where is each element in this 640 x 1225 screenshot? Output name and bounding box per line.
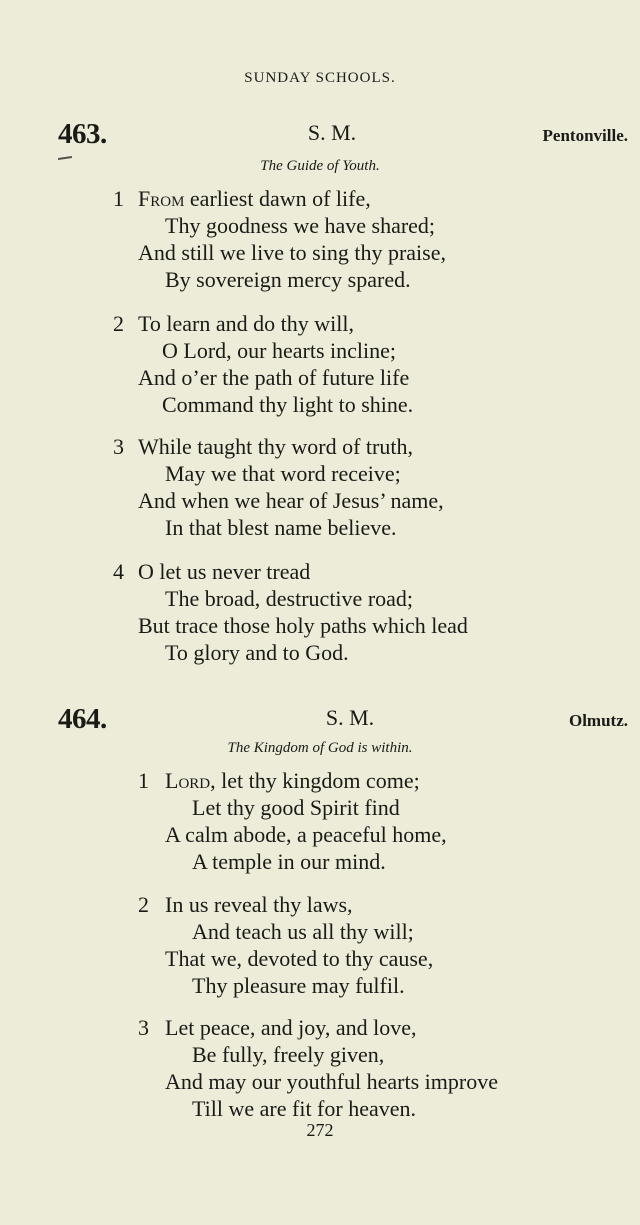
verse-line: In us reveal thy laws, bbox=[165, 892, 353, 917]
tune-name: Pentonville. bbox=[542, 126, 628, 145]
first-word-small-caps: Lord bbox=[165, 768, 211, 793]
verse-number: 2 bbox=[113, 311, 124, 336]
verse-line: O let us never tread bbox=[138, 559, 311, 584]
verse-line: In that blest name believe. bbox=[165, 515, 397, 540]
verse-line: A calm abode, a peaceful home, bbox=[165, 822, 447, 847]
hymn-header bbox=[0, 703, 640, 733]
verse-line: To glory and to God. bbox=[165, 640, 349, 665]
verse-line: A temple in our mind. bbox=[192, 849, 386, 874]
verse-line: To learn and do thy will, bbox=[138, 311, 354, 336]
verse-number: 1 bbox=[113, 186, 124, 211]
verse-line: O Lord, our hearts incline; bbox=[162, 338, 396, 363]
verse-line: May we that word receive; bbox=[165, 461, 401, 486]
verse-line: And may our youthful hearts improve bbox=[165, 1069, 498, 1094]
verse-line: While taught thy word of truth, bbox=[138, 434, 413, 459]
verse-line bbox=[165, 770, 420, 792]
verse-line: By sovereign mercy spared. bbox=[165, 267, 411, 292]
verse-number: 2 bbox=[138, 892, 149, 917]
hymn-subtitle: The Kingdom of God is within. bbox=[227, 740, 413, 756]
verse-line: Command thy light to shine. bbox=[162, 392, 414, 417]
verse-number: 3 bbox=[138, 1015, 149, 1040]
hymn-number: 463. bbox=[58, 118, 107, 150]
first-word-small-caps: From bbox=[138, 186, 185, 211]
verse-number: 1 bbox=[138, 768, 149, 793]
verse-line: Let thy good Spirit find bbox=[192, 795, 400, 820]
page-number: 272 bbox=[306, 1120, 334, 1140]
verse-line: And still we live to sing thy praise, bbox=[138, 240, 446, 265]
hymn-header bbox=[0, 118, 640, 148]
hymn-number: 464. bbox=[58, 703, 107, 735]
verse-line: And when we hear of Jesus’ name, bbox=[138, 488, 444, 513]
hymn-subtitle: The Guide of Youth. bbox=[260, 158, 380, 174]
tune-name: Olmutz. bbox=[568, 711, 628, 730]
verse-line-rest: , let thy kingdom come; bbox=[210, 768, 420, 793]
verse-line: Thy goodness we have shared; bbox=[165, 213, 436, 238]
verse-line: Let peace, and joy, and love, bbox=[165, 1015, 417, 1040]
verse-number: 4 bbox=[113, 559, 124, 584]
verse-line: And teach us all thy will; bbox=[192, 919, 414, 944]
verse-line-rest: earliest dawn of life, bbox=[184, 186, 371, 211]
verse-line: Be fully, freely given, bbox=[192, 1042, 385, 1067]
verse-line: That we, devoted to thy cause, bbox=[165, 946, 434, 971]
hymn-meter: S. M. bbox=[307, 120, 357, 145]
verse-line bbox=[138, 188, 371, 210]
verse-line: But trace those holy paths which lead bbox=[138, 613, 468, 638]
verse-line: And o’er the path of future life bbox=[138, 365, 410, 390]
hymn-meter: S. M. bbox=[325, 705, 375, 730]
verse-line: Thy pleasure may fulfil. bbox=[192, 973, 405, 998]
verse-line: Till we are fit for heaven. bbox=[192, 1096, 417, 1121]
verse-line: The broad, destructive road; bbox=[165, 586, 414, 611]
verse-number: 3 bbox=[113, 434, 124, 459]
running-head: SUNDAY SCHOOLS. bbox=[244, 70, 396, 86]
